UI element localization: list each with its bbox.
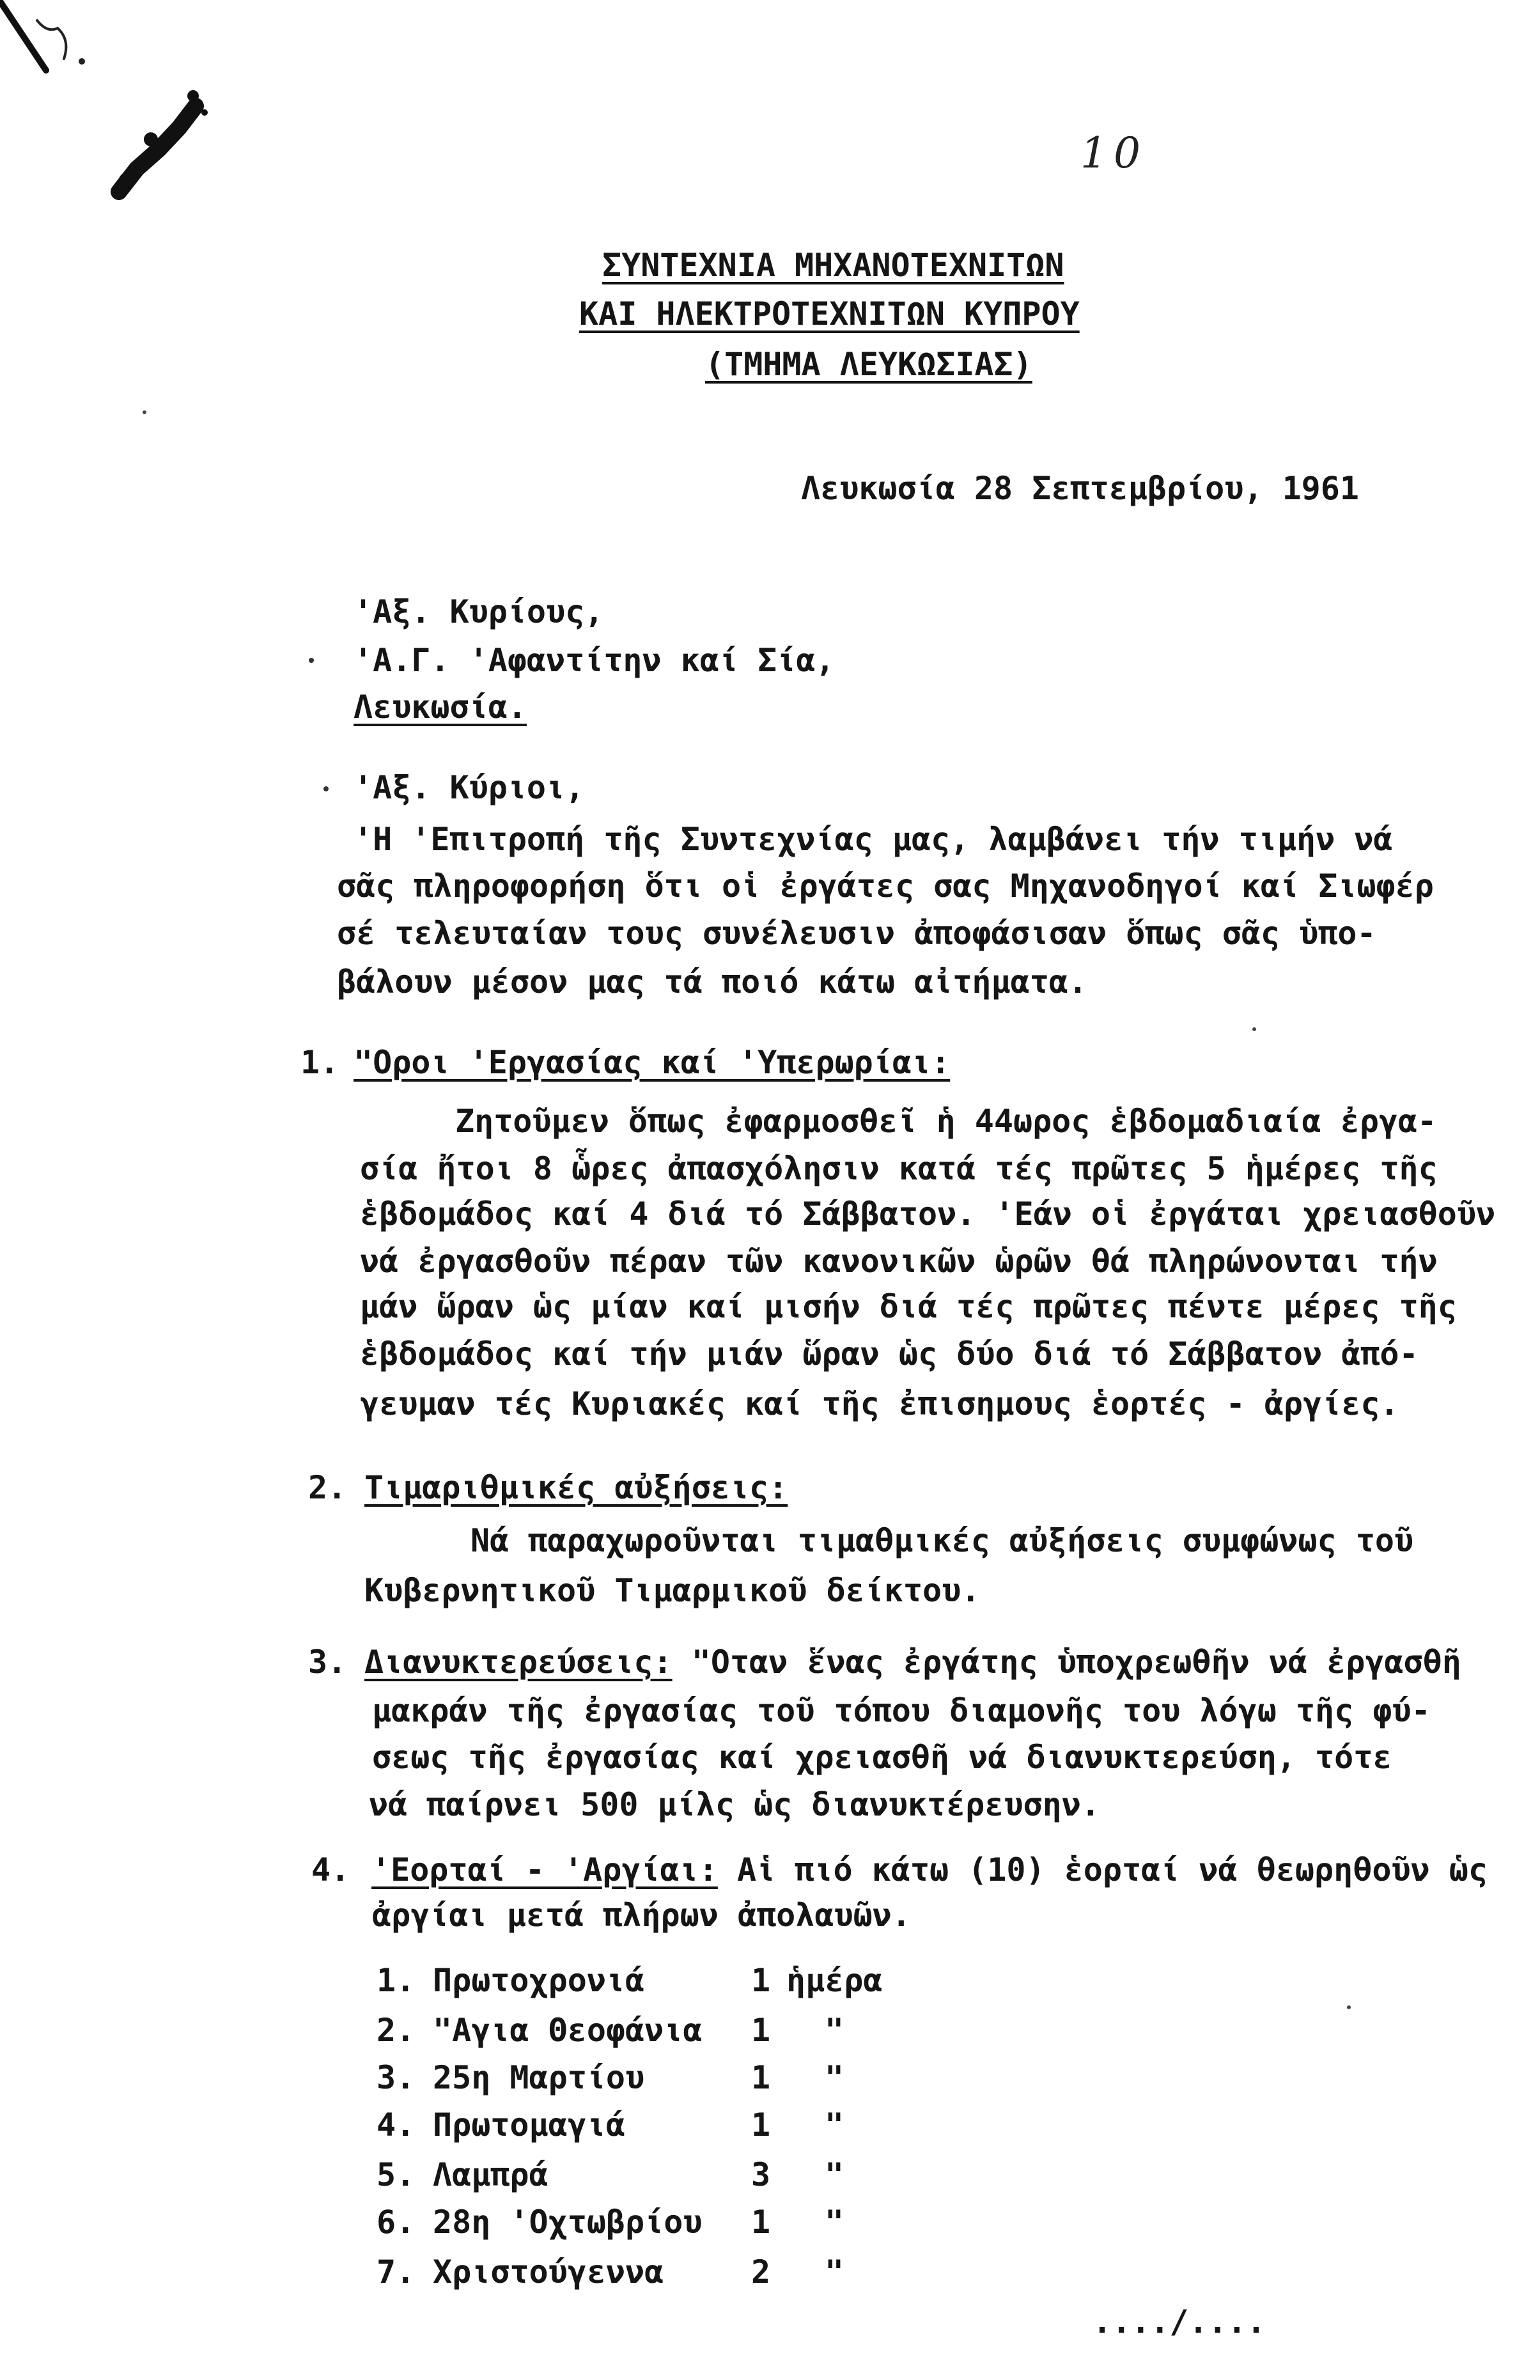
item-text-line: σία ἤτοι 8 ὧρες ἀπασχόλησιν κατά τές πρῶτες 5 ἡμέρες τῆς xyxy=(360,1150,1438,1187)
holiday-unit: " xyxy=(824,2156,844,2193)
item-text-line: Νά παραχωροῦνται τιμαθμικές αὐξήσεις συμφώνως τοῦ xyxy=(471,1522,1414,1559)
holiday-unit: " xyxy=(824,2012,844,2049)
item-text-line: Ζητοῦμεν ὅπως ἐφαρμοσθεῖ ἡ 44ωρος ἑβδομαδιαία ἐργα- xyxy=(455,1103,1437,1140)
scan-dot xyxy=(309,658,314,663)
item-text-line: ἑβδομάδος καί 4 διά τό Σάββατον. 'Εάν οἱ ἐργάται χρειασθοῦν xyxy=(360,1195,1496,1233)
holiday-days: 1 xyxy=(751,2012,771,2049)
header-line-2: ΚΑΙ ΗΛΕΚΤΡΟΤΕΧΝΙΤΩΝ ΚΥΠΡΟΥ xyxy=(579,295,1080,332)
item-heading-row xyxy=(371,1851,1488,1889)
header-line-3: (ΤΜΗΜΑ ΛΕΥΚΩΣΙΑΣ) xyxy=(705,346,1032,383)
holiday-name: 28η 'Οχτωβρίου xyxy=(433,2204,703,2241)
holiday-name: 25η Μαρτίου xyxy=(433,2059,645,2096)
holiday-name: Πρωτοχρονιά xyxy=(433,1962,645,1999)
item-text-line: γευμαν τές Κυριακές καί τῆς ἐπισημους ἑορτές - ἀργίες. xyxy=(360,1385,1399,1422)
intro-line: 'Η 'Επιτροπή τῆς Συντεχνίας μας, λαμβάνει τήν τιμήν νά xyxy=(354,821,1393,858)
item-heading: 'Εορταί - 'Αργίαι: xyxy=(371,1851,718,1888)
item-text-line: μακράν τῆς ἐργασίας τοῦ τόπου διαμονῆς του λόγω τῆς φύ- xyxy=(372,1692,1431,1729)
intro-line: σέ τελευταίαν τους συνέλευσιν ἀποφάσισαν ὅπως σᾶς ὑπο- xyxy=(337,915,1376,952)
item-heading: Τιμαριθμικές αὐξήσεις: xyxy=(364,1469,788,1506)
intro-line: βάλουν μέσον μας τά ποιό κάτω αἰτήματα. xyxy=(337,963,1087,1000)
addressee-city: Λευκωσία. xyxy=(354,688,527,726)
holiday-number: 6. xyxy=(377,2204,416,2241)
holiday-unit: " xyxy=(824,2059,844,2096)
holiday-name: Χριστούγεννα xyxy=(433,2253,664,2291)
ink-splatter xyxy=(201,109,208,116)
intro-line: σᾶς πληροφορήση ὅτι οἱ ἐργάτες σας Μηχανοδηγοί καί Σιωφέρ xyxy=(337,867,1434,905)
item-text-line: ἀργίαι μετά πλήρων ἀπολαυῶν. xyxy=(372,1897,911,1934)
item-heading: Διανυκτερεύσεις: xyxy=(364,1644,673,1681)
item-number: 3. xyxy=(308,1644,347,1681)
addressee-line: 'Αξ. Κυρίους, xyxy=(354,593,604,630)
holiday-name: "Αγια Θεοφάνια xyxy=(433,2012,703,2049)
ink-splatter xyxy=(144,132,158,146)
letter-date: Λευκωσία 28 Σεπτεμβρίου, 1961 xyxy=(801,470,1359,507)
item-text-line: μάν ὥραν ὡς μίαν καί μισήν διά τές πρῶτες πέντε μέρες τῆς xyxy=(360,1288,1457,1325)
holiday-number: 4. xyxy=(377,2106,416,2143)
item-number: 2. xyxy=(308,1469,347,1506)
continuation-mark: ..../.... xyxy=(1093,2303,1266,2340)
scan-dot xyxy=(143,410,146,414)
holiday-days: 2 xyxy=(751,2253,771,2291)
holiday-name: Πρωτομαγιά xyxy=(433,2106,626,2143)
holiday-days: 1 xyxy=(751,1962,771,1999)
handwritten-squiggle xyxy=(37,20,66,59)
ink-splatter xyxy=(119,173,134,188)
holiday-days: 1 xyxy=(751,2059,771,2096)
holiday-days: 1 xyxy=(751,2106,771,2143)
holiday-days: 1 xyxy=(751,2204,771,2241)
item-text-line: νά παίρνει 500 μίλς ὡς διανυκτέρευσην. xyxy=(369,1786,1100,1823)
item-number: 1. xyxy=(300,1044,339,1081)
handwritten-page-number: 10 xyxy=(1080,128,1147,178)
header-line-1: ΣΥΝΤΕΧΝΙΑ ΜΗΧΑΝΟΤΕΧΝΙΤΩΝ xyxy=(602,247,1064,284)
holiday-number: 3. xyxy=(377,2059,416,2096)
holiday-number: 7. xyxy=(377,2253,416,2291)
holiday-name: Λαμπρά xyxy=(433,2156,548,2193)
item-text-line: σεως τῆς ἐργασίας καί χρειασθῆ νά διανυκτερεύση, τότε xyxy=(372,1739,1392,1776)
ink-splatter xyxy=(176,115,187,125)
item-heading: "Οροι 'Εργασίας καί 'Υπερωρίαι: xyxy=(354,1044,951,1081)
ink-splatter xyxy=(187,90,199,102)
holiday-unit: " xyxy=(824,2253,844,2291)
item-text-line: Κυβερνητικοῦ Τιμαρμικοῦ δείκτου. xyxy=(364,1572,981,1609)
holiday-unit: ἡμέρα xyxy=(786,1962,883,1999)
holiday-unit: " xyxy=(824,2204,844,2241)
scan-dot xyxy=(1252,1027,1256,1031)
scan-dot xyxy=(1347,2005,1351,2009)
item-text-line: ἑβδομάδος καί τήν μιάν ὥραν ὡς δύο διά τό Σάββατον ἀπό- xyxy=(360,1335,1419,1373)
holiday-number: 1. xyxy=(377,1962,416,1999)
scan-dot xyxy=(323,786,329,791)
item-heading-row xyxy=(364,1643,1461,1681)
holiday-number: 5. xyxy=(377,2156,416,2193)
item-heading-tail: "Οταν ἕνας ἐργάτης ὑποχρεωθῆν νά ἐργασθῆ xyxy=(672,1644,1461,1681)
handwritten-dot xyxy=(79,58,85,65)
holiday-number: 2. xyxy=(377,2012,416,2049)
holiday-unit: " xyxy=(824,2106,844,2143)
item-text-line: νά ἐργασθοῦν πέραν τῶν κανονικῶν ὡρῶν θά πληρώνονται τήν xyxy=(360,1243,1438,1280)
holiday-days: 3 xyxy=(751,2156,771,2193)
item-number: 4. xyxy=(311,1851,350,1888)
item-heading-tail: Αἱ πιό κάτω (10) ἑορταί νά θεωρηθοῦν ὡς xyxy=(717,1851,1488,1888)
corner-scan-line xyxy=(0,1,46,70)
ink-blot xyxy=(119,106,196,192)
addressee-line: 'Α.Γ. 'Αφαντίτην καί Σία, xyxy=(354,642,835,679)
salutation: 'Αξ. Κύριοι, xyxy=(354,769,585,806)
